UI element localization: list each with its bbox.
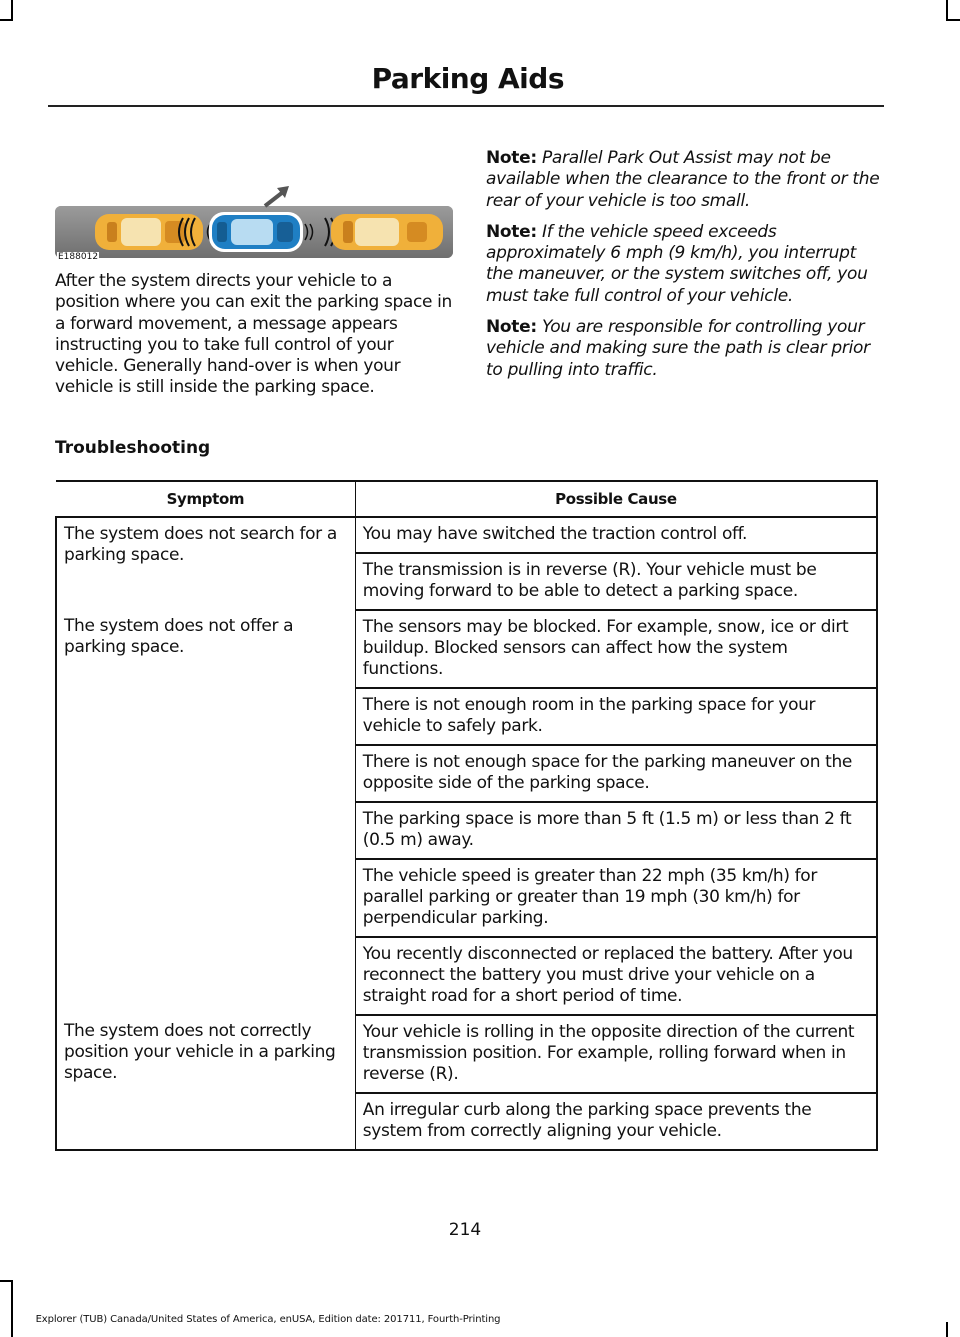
cause-cell: There is not enough room in the parking space for your vehicle to safely park. [355, 688, 877, 745]
column-header-cause: Possible Cause [355, 481, 877, 517]
table-row [56, 1015, 877, 1093]
cause-cell: You recently disconnected or replaced the battery. After you reconnect the battery you must drive your vehicle on a straight road for a short period of time. [355, 937, 877, 1015]
table-header-row [56, 481, 877, 517]
body-paragraph: After the system directs your vehicle to a position where you can exit the parking space in a forward movement, a message appears instructing you to take full control of your vehicle. Generally hand-over is when your vehicle is still inside the parking space. [55, 271, 452, 398]
footer-edition: Explorer (TUB) Canada/United States of America, enUSA, Edition date: 201711, Fourth-Printing [35, 1314, 501, 1325]
page-title: Parking Aids [371, 62, 564, 95]
troubleshooting-table [55, 480, 878, 1151]
note-text: You are responsible for controlling your vehicle and making sure the path is clear prior to pulling into traffic. [486, 317, 870, 380]
note-label: Note: [486, 317, 537, 338]
column-header-symptom: Symptom [56, 481, 355, 517]
header-divider [48, 105, 884, 107]
cause-cell: The transmission is in reverse (R). Your vehicle must be moving forward to be able to detect a parking space. [355, 553, 877, 610]
crop-mark [946, 1322, 948, 1337]
parking-illustration [55, 184, 453, 264]
page-number: 214 [448, 1220, 482, 1240]
note [486, 317, 881, 381]
parking-diagram-icon [55, 184, 453, 264]
crop-mark [0, 1280, 13, 1282]
figure-code: E188012 [58, 252, 99, 262]
cause-cell: You may have switched the traction control off. [355, 517, 877, 553]
crop-mark [946, 19, 960, 21]
note [486, 148, 881, 212]
symptom-cell: The system does not offer a parking space. [56, 610, 355, 1015]
crop-mark [0, 19, 13, 21]
notes-column [486, 148, 881, 391]
note [486, 222, 881, 307]
cause-cell: The vehicle speed is greater than 22 mph (35 km/h) for parallel parking or greater than 19 mph (30 km/h) for perpendicular parking. [355, 859, 877, 937]
note-text: If the vehicle speed exceeds approximately 6 mph (9 km/h), you interrupt the maneuver, or the system switches off, you must take full control of your vehicle. [486, 221, 868, 306]
note-text: Parallel Park Out Assist may not be available when the clearance to the front or the rear of your vehicle is too small. [486, 148, 880, 211]
cause-cell: Your vehicle is rolling in the opposite direction of the current transmission position. For example, rolling forward when in reverse (R). [355, 1015, 877, 1093]
symptom-cell: The system does not search for a parking space. [56, 517, 355, 610]
cause-cell: An irregular curb along the parking space prevents the system from correctly aligning your vehicle. [355, 1093, 877, 1150]
symptom-cell: The system does not correctly position your vehicle in a parking space. [56, 1015, 355, 1150]
cause-cell: The parking space is more than 5 ft (1.5 m) or less than 2 ft (0.5 m) away. [355, 802, 877, 859]
crop-mark [11, 1280, 13, 1337]
section-heading: Troubleshooting [55, 438, 211, 458]
cause-cell: The sensors may be blocked. For example, snow, ice or dirt buildup. Blocked sensors can affect how the system functions. [355, 610, 877, 688]
cause-cell: There is not enough space for the parking maneuver on the opposite side of the parking space. [355, 745, 877, 802]
note-label: Note: [486, 221, 537, 242]
crop-mark [11, 0, 13, 20]
table-row [56, 517, 877, 553]
note-label: Note: [486, 148, 537, 168]
crop-mark [946, 0, 948, 20]
table-row [56, 610, 877, 688]
